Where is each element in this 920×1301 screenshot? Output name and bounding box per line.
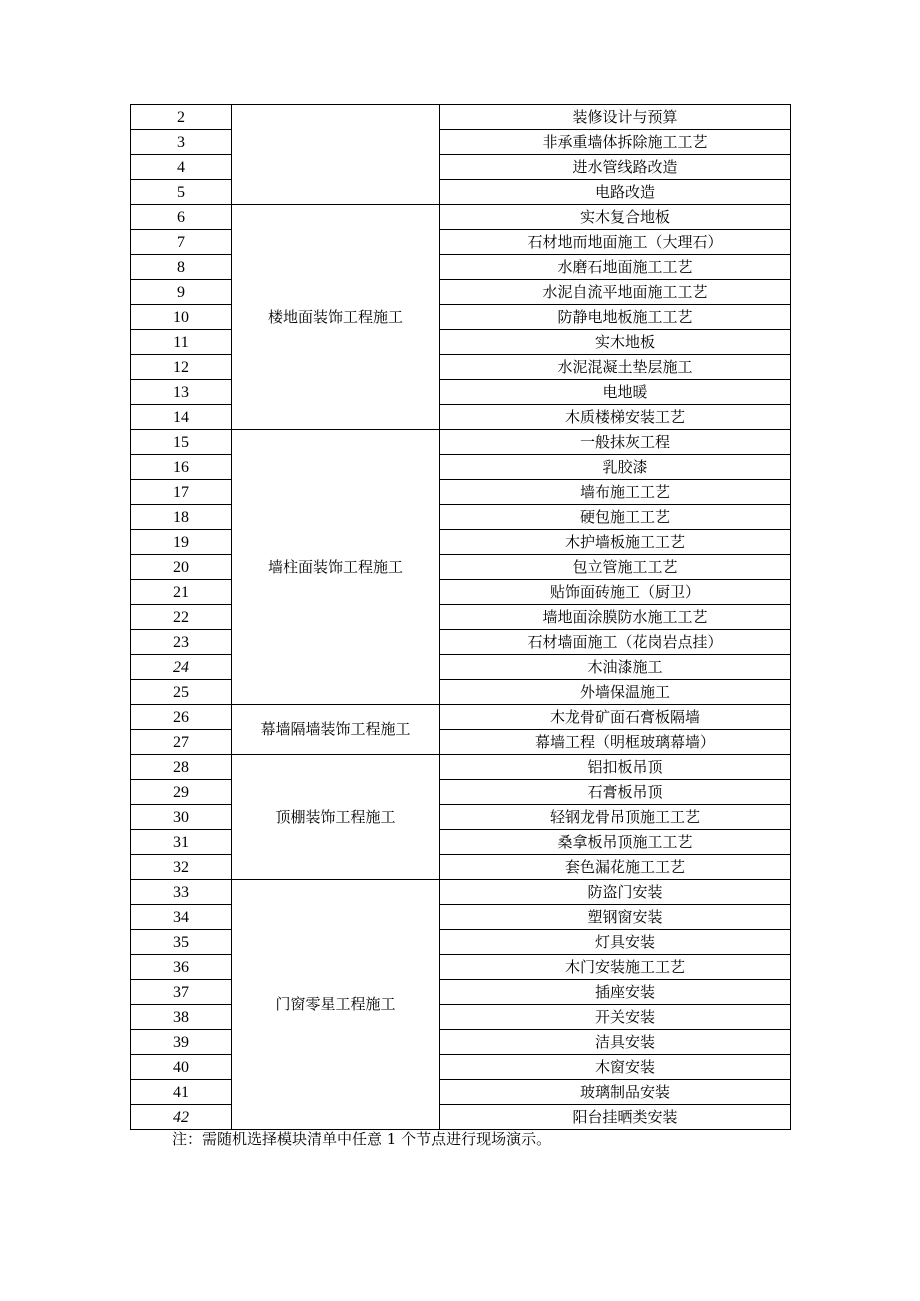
table-row [131,905,791,930]
row-number: 20 [131,555,232,580]
table-row [131,830,791,855]
table-row [131,255,791,280]
row-number: 31 [131,830,232,855]
table-row [131,705,791,730]
item-name: 装修设计与预算 [440,105,791,130]
item-name: 电地暖 [440,380,791,405]
table-row [131,1055,791,1080]
row-number: 38 [131,1005,232,1030]
item-name: 一般抹灰工程 [440,430,791,455]
row-number: 23 [131,630,232,655]
table-row [131,505,791,530]
item-name: 进水管线路改造 [440,155,791,180]
table-row [131,955,791,980]
row-number: 12 [131,355,232,380]
item-name: 外墙保温施工 [440,680,791,705]
category-cell: 幕墙隔墙装饰工程施工 [232,705,440,755]
row-number: 40 [131,1055,232,1080]
row-number: 33 [131,880,232,905]
item-name: 石膏板吊顶 [440,780,791,805]
item-name: 玻璃制品安装 [440,1080,791,1105]
row-number: 13 [131,380,232,405]
row-number: 4 [131,155,232,180]
table-row [131,455,791,480]
table-row [131,1080,791,1105]
item-name: 防静电地板施工工艺 [440,305,791,330]
item-name: 乳胶漆 [440,455,791,480]
table-row [131,1030,791,1055]
row-number: 17 [131,480,232,505]
row-number: 9 [131,280,232,305]
table-row [131,430,791,455]
row-number: 42 [131,1105,232,1130]
item-name: 水泥自流平地面施工工艺 [440,280,791,305]
row-number: 7 [131,230,232,255]
row-number: 28 [131,755,232,780]
row-number: 37 [131,980,232,1005]
row-number: 3 [131,130,232,155]
item-name: 电路改造 [440,180,791,205]
table-row [131,605,791,630]
table-row [131,355,791,380]
row-number: 32 [131,855,232,880]
category-cell [232,105,440,205]
item-name: 实木复合地板 [440,205,791,230]
table-row [131,780,791,805]
item-name: 水磨石地面施工工艺 [440,255,791,280]
row-number: 14 [131,405,232,430]
table-row [131,155,791,180]
row-number: 11 [131,330,232,355]
row-number: 19 [131,530,232,555]
item-name: 硬包施工工艺 [440,505,791,530]
table-row [131,280,791,305]
module-list-table [130,104,791,1130]
row-number: 15 [131,430,232,455]
table-row [131,655,791,680]
row-number: 8 [131,255,232,280]
table-row [131,1005,791,1030]
category-cell: 顶棚装饰工程施工 [232,755,440,880]
item-name: 木门安装施工工艺 [440,955,791,980]
item-name: 桑拿板吊顶施工工艺 [440,830,791,855]
row-number: 30 [131,805,232,830]
table-row [131,880,791,905]
row-number: 34 [131,905,232,930]
item-name: 防盗门安装 [440,880,791,905]
item-name: 墙地面涂膜防水施工工艺 [440,605,791,630]
row-number: 18 [131,505,232,530]
table-row [131,480,791,505]
item-name: 套色漏花施工工艺 [440,855,791,880]
table-row [131,630,791,655]
row-number: 16 [131,455,232,480]
table-row [131,755,791,780]
row-number: 26 [131,705,232,730]
table-row [131,405,791,430]
table-row [131,530,791,555]
table-row [131,205,791,230]
item-name: 洁具安装 [440,1030,791,1055]
item-name: 石材地而地面施工（大理石） [440,230,791,255]
footnote: 注：需随机选择模块清单中任意 1 个节点进行现场演示。 [172,1130,552,1148]
row-number: 41 [131,1080,232,1105]
table-row [131,330,791,355]
item-name: 实木地板 [440,330,791,355]
item-name: 木油漆施工 [440,655,791,680]
table-row [131,805,791,830]
table-row [131,105,791,130]
table-row [131,380,791,405]
item-name: 阳台挂晒类安装 [440,1105,791,1130]
table-row [131,130,791,155]
category-cell: 墙柱面装饰工程施工 [232,430,440,705]
table-row [131,305,791,330]
table-row [131,680,791,705]
item-name: 木龙骨矿面石膏板隔墙 [440,705,791,730]
item-name: 灯具安装 [440,930,791,955]
table-body [131,105,791,1130]
row-number: 29 [131,780,232,805]
table-row [131,980,791,1005]
row-number: 6 [131,205,232,230]
item-name: 幕墙工程（明框玻璃幕墙） [440,730,791,755]
table-row [131,230,791,255]
item-name: 插座安装 [440,980,791,1005]
row-number: 10 [131,305,232,330]
row-number: 36 [131,955,232,980]
table-row [131,580,791,605]
table-row [131,930,791,955]
item-name: 水泥混凝土垫层施工 [440,355,791,380]
item-name: 塑钢窗安装 [440,905,791,930]
item-name: 木质楼梯安装工艺 [440,405,791,430]
row-number: 25 [131,680,232,705]
row-number: 27 [131,730,232,755]
item-name: 非承重墙体拆除施工工艺 [440,130,791,155]
row-number: 35 [131,930,232,955]
item-name: 石材墙面施工（花岗岩点挂） [440,630,791,655]
category-cell: 门窗零星工程施工 [232,880,440,1130]
table-row [131,855,791,880]
item-name: 贴饰面砖施工（厨卫） [440,580,791,605]
row-number: 5 [131,180,232,205]
table-row [131,180,791,205]
item-name: 开关安装 [440,1005,791,1030]
table-row [131,730,791,755]
row-number: 21 [131,580,232,605]
row-number: 22 [131,605,232,630]
table-row [131,1105,791,1130]
item-name: 铝扣板吊顶 [440,755,791,780]
category-cell: 楼地面装饰工程施工 [232,205,440,430]
item-name: 轻钢龙骨吊顶施工工艺 [440,805,791,830]
item-name: 木窗安装 [440,1055,791,1080]
item-name: 墙布施工工艺 [440,480,791,505]
row-number: 2 [131,105,232,130]
item-name: 包立管施工工艺 [440,555,791,580]
row-number: 24 [131,655,232,680]
item-name: 木护墙板施工工艺 [440,530,791,555]
row-number: 39 [131,1030,232,1055]
table-row [131,555,791,580]
